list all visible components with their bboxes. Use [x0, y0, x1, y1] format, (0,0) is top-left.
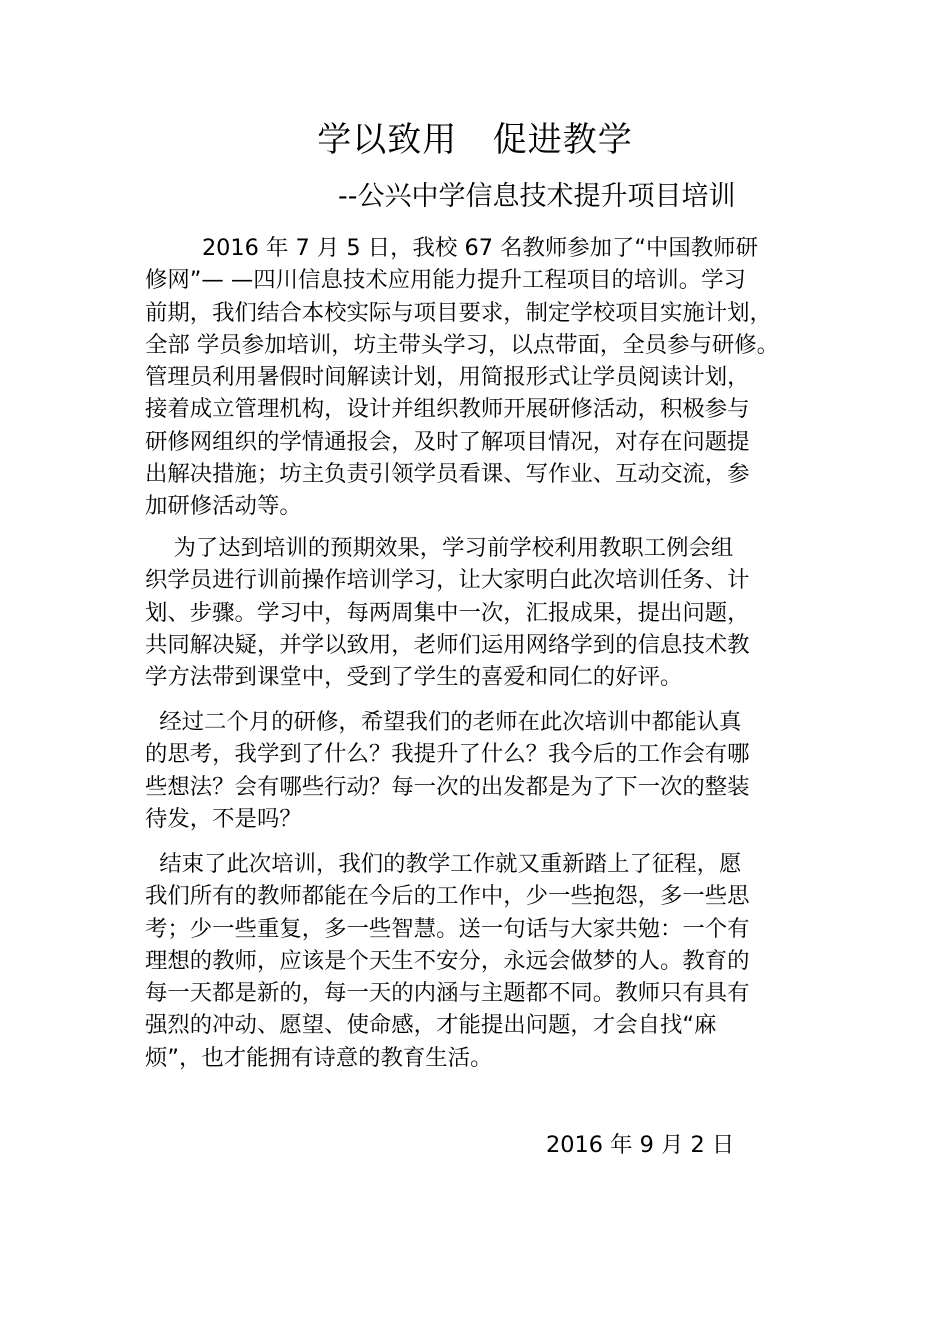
paragraph-line: 待发，不是吗？ — [145, 805, 302, 832]
paragraph-line: 些想法？会有哪些行动？每一次的出发都是为了下一次的整装 — [145, 773, 750, 800]
document-title: 学以致用 促进教学 — [317, 120, 633, 160]
paragraph-line: 研修网组织的学情通报会，及时了解项目情况，对存在问题提 — [145, 428, 750, 455]
paragraph-line: 修网”— —四川信息技术应用能力提升工程项目的培训。学习 — [145, 267, 746, 294]
paragraph-line: 的思考，我学到了什么？我提升了什么？我今后的工作会有哪 — [145, 741, 750, 768]
paragraph-line: 全部 学员参加培训，坊主带头学习，以点带面，全员参与研修。 — [145, 331, 780, 358]
paragraph-3 — [145, 706, 805, 835]
paragraph-line: 出解决措施；坊主负责引领学员看课、写作业、互动交流，参 — [145, 461, 750, 488]
paragraph-1 — [145, 232, 805, 523]
paragraph-2 — [145, 532, 805, 693]
paragraph-line: 接着成立管理机构，设计并组织教师开展研修活动，积极参与 — [145, 396, 750, 423]
paragraph-line: 织学员进行训前操作培训学习，让大家明白此次培训任务、计 — [145, 567, 750, 594]
paragraph-line: 每一天都是新的，每一天的内涵与主题都不同。教师只有具有 — [145, 980, 750, 1007]
paragraph-line: 经过二个月的研修，希望我们的老师在此次培训中都能认真 — [145, 709, 742, 735]
paragraph-line: 划、步骤。学习中，每两周集中一次，汇报成果，提出问题， — [145, 599, 750, 626]
paragraph-4 — [145, 848, 805, 1074]
paragraph-line: 我们所有的教师都能在今后的工作中，少一些抱怨，多一些思 — [145, 883, 750, 910]
document-subtitle: --公兴中学信息技术提升项目培训 — [338, 181, 736, 212]
paragraph-line: 管理员利用暑假时间解读计划，用简报形式让学员阅读计划， — [145, 364, 750, 391]
paragraph-line: 加研修活动等。 — [145, 493, 302, 520]
paragraph-line: 考；少一些重复，多一些智慧。送一句话与大家共勉：一个有 — [145, 915, 750, 942]
paragraph-line: 前期，我们结合本校实际与项目要求，制定学校项目实施计划， — [145, 299, 772, 326]
paragraph-line: 结束了此次培训，我们的教学工作就又重新踏上了征程，愿 — [145, 851, 742, 877]
paragraph-line: 为了达到培训的预期效果，学习前学校利用教职工例会组 — [145, 535, 734, 561]
document-date: 2016 年 9 月 2 日 — [546, 1132, 735, 1158]
paragraph-line: 共同解决疑，并学以致用，老师们运用网络学到的信息技术教 — [145, 631, 750, 658]
paragraph-line: 理想的教师，应该是个天生不安分，永远会做梦的人。教育的 — [145, 947, 750, 974]
paragraph-line: 学方法带到课堂中，受到了学生的喜爱和同仁的好评。 — [145, 664, 683, 691]
paragraph-line: 强烈的冲动、愿望、使命感，才能提出问题，才会自找“麻 — [145, 1012, 717, 1039]
paragraph-line: 2016 年 7 月 5 日，我校 67 名教师参加了“中国教师研 — [145, 235, 758, 261]
paragraph-line: 烦”，也才能拥有诗意的教育生活。 — [145, 1044, 493, 1071]
